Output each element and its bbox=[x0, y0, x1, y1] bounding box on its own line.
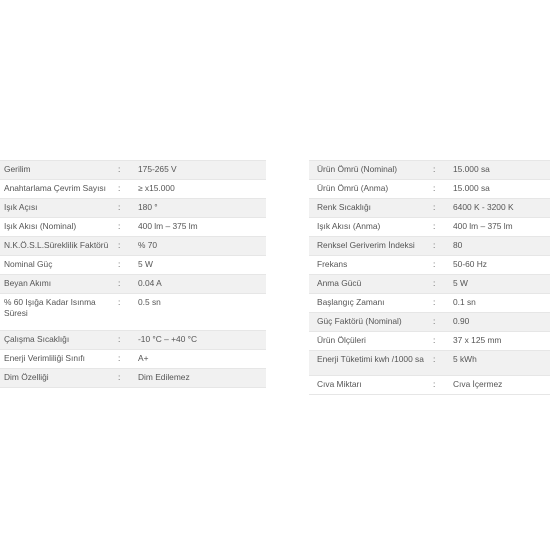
spec-value: A+ bbox=[138, 353, 149, 364]
spec-separator: : bbox=[118, 183, 121, 194]
spec-row bbox=[309, 350, 550, 375]
spec-separator: : bbox=[433, 164, 436, 175]
spec-row bbox=[0, 255, 266, 274]
spec-row bbox=[0, 349, 266, 368]
spec-label: Cıva Miktarı bbox=[317, 379, 362, 390]
spec-row bbox=[309, 236, 550, 255]
spec-row bbox=[309, 179, 550, 198]
spec-label: Anma Gücü bbox=[317, 278, 362, 289]
spec-label: N.K.Ö.S.L.Süreklilik Faktörü bbox=[4, 240, 109, 251]
spec-label: Nominal Güç bbox=[4, 259, 53, 270]
spec-row bbox=[309, 274, 550, 293]
spec-separator: : bbox=[433, 379, 436, 390]
spec-separator: : bbox=[433, 316, 436, 327]
spec-label: Ürün Ömrü (Anma) bbox=[317, 183, 389, 194]
spec-value: 6400 K - 3200 K bbox=[453, 202, 514, 213]
spec-label: Renk Sıcaklığı bbox=[317, 202, 371, 213]
spec-label: Anahtarlama Çevrim Sayısı bbox=[4, 183, 106, 194]
spec-label: Işık Akısı (Nominal) bbox=[4, 221, 77, 232]
spec-label: Gerilim bbox=[4, 164, 31, 175]
spec-label: Enerji Verimliliği Sınıfı bbox=[4, 353, 85, 364]
spec-row bbox=[0, 293, 266, 330]
spec-label: Ürün Ömrü (Nominal) bbox=[317, 164, 398, 175]
spec-value: 0.90 bbox=[453, 316, 470, 327]
spec-row bbox=[0, 274, 266, 293]
spec-label: Ürün Ölçüleri bbox=[317, 335, 366, 346]
spec-separator: : bbox=[118, 202, 121, 213]
spec-separator: : bbox=[433, 335, 436, 346]
spec-row bbox=[309, 375, 550, 395]
spec-row bbox=[309, 255, 550, 274]
spec-value: 80 bbox=[453, 240, 463, 251]
spec-label: Frekans bbox=[317, 259, 348, 270]
spec-row bbox=[0, 217, 266, 236]
spec-table-left bbox=[0, 160, 266, 388]
spec-separator: : bbox=[118, 297, 121, 308]
spec-separator: : bbox=[433, 240, 436, 251]
spec-label: Güç Faktörü (Nominal) bbox=[317, 316, 402, 327]
spec-value: 400 lm – 375 lm bbox=[138, 221, 198, 232]
spec-label: Enerji Tüketimi kwh /1000 sa bbox=[317, 354, 424, 365]
spec-label: Renksel Geriverim İndeksi bbox=[317, 240, 415, 251]
spec-value: 15.000 sa bbox=[453, 183, 490, 194]
spec-value: 0.04 A bbox=[138, 278, 162, 289]
spec-value: Cıva İçermez bbox=[453, 379, 503, 390]
spec-separator: : bbox=[118, 164, 121, 175]
spec-row bbox=[0, 368, 266, 388]
spec-value: 400 lm – 375 lm bbox=[453, 221, 513, 232]
spec-value: 175-265 V bbox=[138, 164, 177, 175]
spec-row bbox=[0, 236, 266, 255]
spec-value: Dim Edilemez bbox=[138, 372, 190, 383]
spec-separator: : bbox=[118, 353, 121, 364]
spec-row bbox=[0, 198, 266, 217]
spec-separator: : bbox=[433, 354, 436, 365]
spec-value: % 70 bbox=[138, 240, 158, 251]
spec-separator: : bbox=[118, 221, 121, 232]
spec-label: Beyan Akımı bbox=[4, 278, 52, 289]
spec-separator: : bbox=[433, 221, 436, 232]
spec-value: 5 kWh bbox=[453, 354, 477, 365]
spec-table-right bbox=[309, 160, 550, 395]
spec-separator: : bbox=[433, 278, 436, 289]
spec-separator: : bbox=[118, 278, 121, 289]
spec-row bbox=[309, 198, 550, 217]
spec-label: Dim Özelliği bbox=[4, 372, 49, 383]
spec-value: -10 °C – +40 °C bbox=[138, 334, 198, 345]
spec-row bbox=[309, 312, 550, 331]
spec-value: 15.000 sa bbox=[453, 164, 490, 175]
spec-label: % 60 Işığa Kadar Isınma Süresi bbox=[4, 297, 96, 318]
spec-row bbox=[309, 331, 550, 350]
spec-value: 0.5 sn bbox=[138, 297, 161, 308]
spec-separator: : bbox=[433, 202, 436, 213]
spec-label: Başlangıç Zamanı bbox=[317, 297, 385, 308]
spec-row bbox=[0, 330, 266, 349]
spec-separator: : bbox=[433, 259, 436, 270]
spec-value: 0.1 sn bbox=[453, 297, 476, 308]
spec-value: 180 ° bbox=[138, 202, 158, 213]
spec-row bbox=[309, 160, 550, 179]
spec-separator: : bbox=[433, 183, 436, 194]
spec-value: ≥ x15.000 bbox=[138, 183, 175, 194]
spec-row bbox=[309, 217, 550, 236]
spec-separator: : bbox=[118, 259, 121, 270]
spec-value: 37 x 125 mm bbox=[453, 335, 502, 346]
spec-separator: : bbox=[118, 372, 121, 383]
spec-row bbox=[0, 160, 266, 179]
spec-row bbox=[309, 293, 550, 312]
spec-value: 5 W bbox=[453, 278, 468, 289]
spec-value: 5 W bbox=[138, 259, 153, 270]
spec-separator: : bbox=[118, 240, 121, 251]
spec-separator: : bbox=[118, 334, 121, 345]
spec-label: Çalışma Sıcaklığı bbox=[4, 334, 70, 345]
spec-label: Işık Akısı (Anma) bbox=[317, 221, 381, 232]
spec-label: Işık Açısı bbox=[4, 202, 38, 213]
spec-separator: : bbox=[433, 297, 436, 308]
spec-row bbox=[0, 179, 266, 198]
spec-value: 50-60 Hz bbox=[453, 259, 487, 270]
